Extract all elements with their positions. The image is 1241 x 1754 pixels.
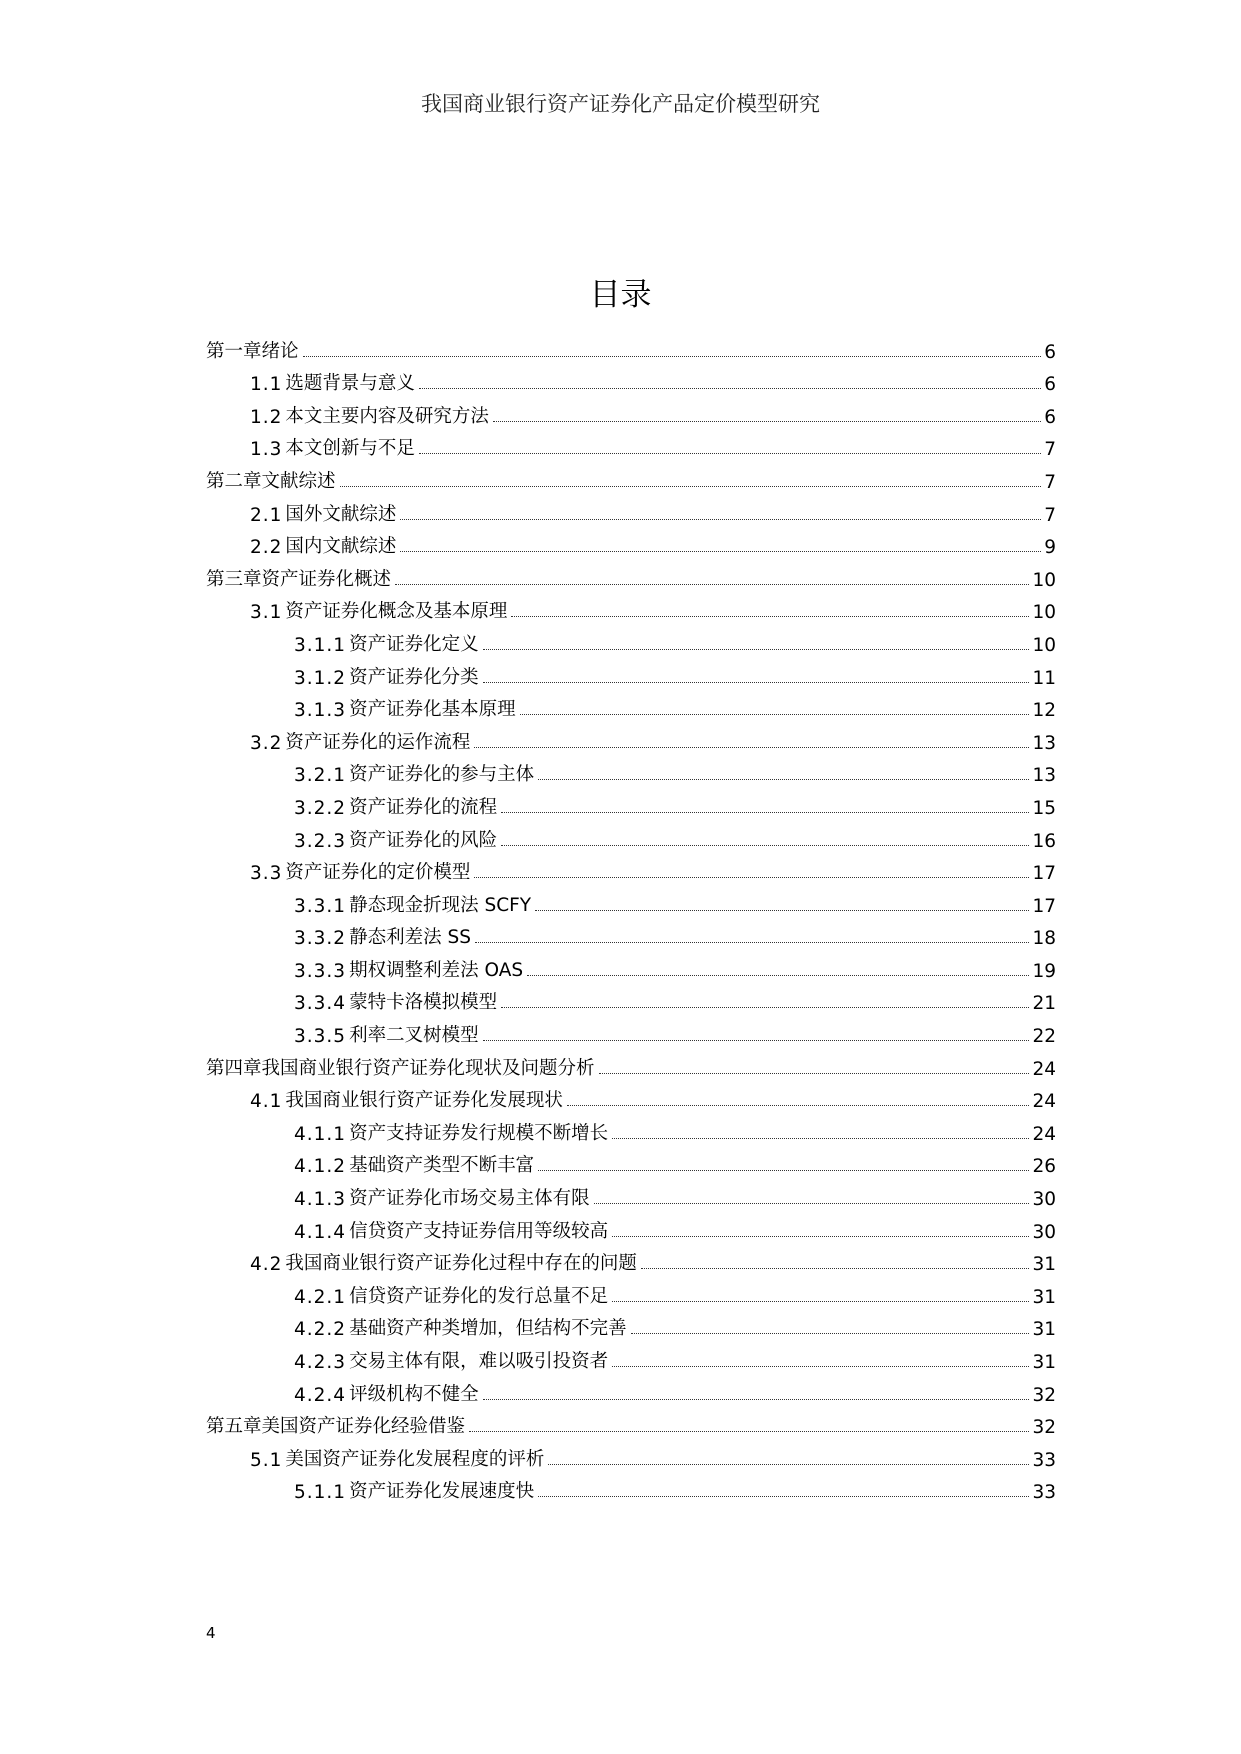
toc-entry-number: 3.2.1 — [294, 765, 347, 787]
toc-entry-page: 31 — [1032, 1254, 1056, 1276]
toc-entry-title: 第五章美国资产证券化经验借鉴 — [206, 1416, 466, 1438]
toc-entry-title: 资产证券化分类 — [349, 666, 479, 688]
toc-entry-page: 7 — [1044, 439, 1056, 461]
toc-entry[interactable] — [206, 1080, 1056, 1113]
toc-entry-page: 33 — [1032, 1482, 1056, 1504]
toc-entry-page: 6 — [1044, 341, 1056, 363]
toc-entry[interactable] — [206, 819, 1056, 852]
toc-entry[interactable] — [206, 1243, 1056, 1276]
toc-entry-page: 15 — [1032, 797, 1056, 819]
toc-entry-number: 4.2.2 — [294, 1319, 347, 1341]
toc-entry-title: 资产证券化市场交易主体有限 — [349, 1188, 590, 1210]
toc-entry-title: 资产证券化的流程 — [349, 796, 498, 818]
toc-entry-number: 4.1.3 — [294, 1189, 347, 1211]
toc-entry-page: 32 — [1032, 1384, 1056, 1406]
toc-entry-title: 静态利差法 SS — [349, 927, 471, 949]
toc-dot-leader — [469, 1431, 1029, 1432]
toc-entry-page: 18 — [1032, 928, 1056, 950]
toc-entry-number: 3.1.3 — [294, 700, 347, 722]
toc-dot-leader — [567, 1105, 1030, 1106]
toc-entry-page: 11 — [1032, 667, 1056, 689]
toc-entry-page: 13 — [1032, 732, 1056, 754]
toc-entry-number: 3.2 — [250, 732, 283, 754]
toc-entry-title: 国内文献综述 — [285, 536, 397, 558]
toc-entry-page: 32 — [1032, 1417, 1056, 1439]
toc-entry-page: 17 — [1032, 895, 1056, 917]
toc-entry[interactable] — [206, 1047, 1056, 1080]
toc-entry-title: 利率二叉树模型 — [349, 1025, 479, 1047]
toc-dot-leader — [474, 877, 1029, 878]
toc-entry-title: 资产证券化概念及基本原理 — [285, 601, 508, 623]
toc-dot-leader — [474, 747, 1029, 748]
toc-dot-leader — [419, 453, 1041, 454]
toc-entry[interactable] — [206, 363, 1056, 396]
toc-entry-number: 1.1 — [250, 374, 283, 396]
toc-entry-title: 第一章绪论 — [206, 340, 299, 362]
toc-entry-title: 期权调整利差法 OAS — [349, 959, 524, 981]
toc-entry[interactable] — [206, 689, 1056, 722]
toc-entry-number: 4.2.1 — [294, 1286, 347, 1308]
toc-entry-page: 31 — [1032, 1352, 1056, 1373]
toc-entry-title: 资产证券化基本原理 — [349, 699, 516, 721]
toc-entry[interactable] — [206, 1406, 1056, 1439]
toc-entry[interactable] — [206, 982, 1056, 1015]
toc-dot-leader — [483, 1040, 1030, 1041]
toc-entry[interactable] — [206, 1210, 1056, 1243]
toc-entry[interactable] — [206, 1438, 1056, 1471]
toc-entry-title: 蒙特卡洛模拟模型 — [349, 992, 498, 1014]
toc-entry-page: 6 — [1044, 406, 1056, 428]
toc-entry-number: 5.1.1 — [294, 1482, 347, 1504]
toc-dot-leader — [535, 910, 1029, 911]
toc-dot-leader — [501, 845, 1029, 846]
toc-entry[interactable] — [206, 395, 1056, 428]
toc-dot-leader — [483, 1399, 1030, 1400]
toc-entry-page: 21 — [1032, 993, 1056, 1015]
toc-entry[interactable] — [206, 460, 1056, 493]
running-header: 我国商业银行资产证券化产品定价模型研究 — [421, 92, 820, 116]
page-number: 4 — [206, 1624, 216, 1642]
toc-entry-page: 19 — [1032, 960, 1056, 982]
toc-entry[interactable] — [206, 428, 1056, 461]
toc-dot-leader — [612, 1301, 1029, 1302]
toc-entry-number: 4.1 — [250, 1091, 283, 1113]
toc-entry-page: 17 — [1032, 863, 1056, 885]
toc-dot-leader — [400, 551, 1041, 552]
toc-dot-leader — [493, 421, 1041, 422]
toc-dot-leader — [501, 1007, 1029, 1008]
toc-entry[interactable] — [206, 852, 1056, 885]
toc-entry-title: 资产证券化的参与主体 — [349, 764, 535, 786]
toc-entry-title: 资产证券化发展速度快 — [349, 1481, 535, 1503]
toc-entry-page: 7 — [1044, 504, 1056, 526]
toc-entry[interactable] — [206, 623, 1056, 656]
toc-entry-title: 信贷资产证券化的发行总量不足 — [349, 1285, 609, 1307]
toc-entry-page: 31 — [1032, 1319, 1056, 1341]
toc-entry-number: 3.1.1 — [294, 634, 347, 656]
toc-entry-number: 3.3.5 — [294, 1026, 347, 1048]
toc-dot-leader — [340, 486, 1042, 487]
toc-dot-leader — [520, 714, 1030, 715]
toc-dot-leader — [631, 1333, 1030, 1334]
toc-entry-number: 4.1.4 — [294, 1221, 347, 1243]
toc-entry[interactable] — [206, 558, 1056, 591]
toc-entry-title: 评级机构不健全 — [349, 1383, 479, 1405]
toc-dot-leader — [395, 584, 1029, 585]
toc-entry-page: 16 — [1032, 830, 1056, 852]
toc-dot-leader — [538, 1170, 1029, 1171]
toc-entry-number: 5.1 — [250, 1449, 283, 1471]
toc-entry-title: 美国资产证券化发展程度的评析 — [285, 1448, 545, 1470]
toc-dot-leader — [483, 682, 1030, 683]
table-of-contents — [206, 330, 1056, 1503]
toc-entry-number: 4.2.4 — [294, 1384, 347, 1406]
toc-dot-leader — [612, 1236, 1029, 1237]
toc-entry-number: 3.3.3 — [294, 960, 347, 982]
toc-entry-title: 第二章文献综述 — [206, 470, 336, 492]
toc-entry-number: 4.1.1 — [294, 1123, 347, 1145]
toc-entry-title: 我国商业银行资产证券化过程中存在的问题 — [285, 1253, 637, 1275]
toc-entry-title: 信贷资产支持证券信用等级较高 — [349, 1220, 609, 1242]
toc-entry-page: 30 — [1032, 1189, 1056, 1211]
toc-entry-page: 24 — [1032, 1123, 1056, 1145]
toc-entry-title: 资产证券化的运作流程 — [285, 731, 471, 753]
toc-entry[interactable] — [206, 1340, 1056, 1373]
toc-entry-page: 30 — [1032, 1221, 1056, 1243]
toc-entry-page: 10 — [1032, 569, 1056, 591]
toc-entry[interactable] — [206, 917, 1056, 950]
toc-entry-page: 10 — [1032, 602, 1056, 624]
toc-entry-number: 3.1 — [250, 602, 283, 624]
toc-entry-title: 第三章资产证券化概述 — [206, 568, 392, 590]
toc-entry-page: 31 — [1032, 1286, 1056, 1308]
toc-entry[interactable] — [206, 526, 1056, 559]
toc-entry-number: 4.1.2 — [294, 1156, 347, 1178]
toc-entry-page: 12 — [1032, 700, 1056, 722]
toc-dot-leader — [400, 519, 1041, 520]
toc-entry-number: 1.3 — [250, 439, 283, 461]
toc-entry[interactable] — [206, 786, 1056, 819]
toc-entry-title: 资产支持证券发行规模不断增长 — [349, 1122, 609, 1144]
toc-entry-page: 10 — [1032, 634, 1056, 656]
toc-entry[interactable] — [206, 884, 1056, 917]
toc-entry-title: 本文创新与不足 — [285, 438, 415, 460]
toc-dot-leader — [475, 942, 1030, 943]
toc-dot-leader — [511, 616, 1029, 617]
toc-entry-page: 24 — [1032, 1058, 1056, 1080]
toc-entry-page: 33 — [1032, 1449, 1056, 1471]
toc-entry-page: 9 — [1044, 537, 1056, 559]
toc-dot-leader — [612, 1138, 1029, 1139]
toc-entry-number: 3.3.1 — [294, 895, 347, 917]
toc-entry-title: 选题背景与意义 — [285, 373, 415, 395]
toc-entry-number: 2.2 — [250, 537, 283, 559]
toc-entry-title: 基础资产种类增加，但结构不完善 — [349, 1318, 627, 1340]
toc-entry[interactable] — [206, 1014, 1056, 1047]
toc-entry[interactable] — [206, 591, 1056, 624]
toc-entry-number: 3.3.2 — [294, 928, 347, 950]
toc-entry-number: 3.1.2 — [294, 667, 347, 689]
toc-entry-number: 3.2.3 — [294, 830, 347, 852]
toc-entry-title: 静态现金折现法 SCFY — [349, 894, 532, 916]
toc-dot-leader — [527, 975, 1029, 976]
toc-entry-number: 4.2.3 — [294, 1352, 347, 1373]
toc-dot-leader — [548, 1464, 1029, 1465]
toc-entry-title: 资产证券化的定价模型 — [285, 862, 471, 884]
toc-entry[interactable] — [206, 493, 1056, 526]
toc-entry-page: 26 — [1032, 1156, 1056, 1178]
toc-entry[interactable] — [206, 1308, 1056, 1341]
toc-dot-leader — [594, 1203, 1030, 1204]
toc-dot-leader — [538, 1496, 1029, 1497]
toc-entry-title: 国外文献综述 — [285, 503, 397, 525]
toc-dot-leader — [419, 388, 1041, 389]
toc-entry[interactable] — [206, 1471, 1056, 1504]
toc-entry-title: 第四章我国商业银行资产证券化现状及问题分析 — [206, 1057, 595, 1079]
toc-entry[interactable] — [206, 656, 1056, 689]
toc-dot-leader — [538, 779, 1029, 780]
toc-entry[interactable] — [206, 949, 1056, 982]
toc-entry[interactable] — [206, 1112, 1056, 1145]
toc-entry-number: 3.3 — [250, 863, 283, 885]
toc-entry-title: 资产证券化的风险 — [349, 829, 498, 851]
toc-entry-number: 3.3.4 — [294, 993, 347, 1015]
toc-entry-title: 本文主要内容及研究方法 — [285, 405, 489, 427]
toc-entry-title: 资产证券化定义 — [349, 633, 479, 655]
toc-entry-page: 22 — [1032, 1026, 1056, 1048]
toc-entry[interactable] — [206, 1373, 1056, 1406]
toc-entry-page: 24 — [1032, 1091, 1056, 1113]
toc-entry[interactable] — [206, 721, 1056, 754]
toc-entry-title: 我国商业银行资产证券化发展现状 — [285, 1090, 563, 1112]
toc-dot-leader — [483, 649, 1030, 650]
toc-entry-title: 交易主体有限，难以吸引投资者 — [349, 1351, 609, 1372]
toc-entry[interactable] — [206, 1177, 1056, 1210]
toc-dot-leader — [501, 812, 1029, 813]
toc-entry-number: 1.2 — [250, 406, 283, 428]
toc-dot-leader — [599, 1073, 1030, 1074]
toc-entry[interactable] — [206, 1145, 1056, 1178]
toc-entry-number: 2.1 — [250, 504, 283, 526]
toc-entry-title: 基础资产类型不断丰富 — [349, 1155, 535, 1177]
toc-entry-number: 4.2 — [250, 1254, 283, 1276]
toc-entry[interactable] — [206, 330, 1056, 363]
toc-entry-page: 13 — [1032, 765, 1056, 787]
toc-dot-leader — [612, 1366, 1029, 1367]
toc-title: 目录 — [589, 277, 652, 313]
toc-entry-number: 3.2.2 — [294, 797, 347, 819]
toc-dot-leader — [641, 1268, 1030, 1269]
toc-dot-leader — [303, 356, 1042, 357]
toc-entry-page: 6 — [1044, 374, 1056, 396]
toc-entry[interactable] — [206, 1275, 1056, 1308]
toc-entry-page: 7 — [1044, 471, 1056, 493]
toc-entry[interactable] — [206, 754, 1056, 787]
